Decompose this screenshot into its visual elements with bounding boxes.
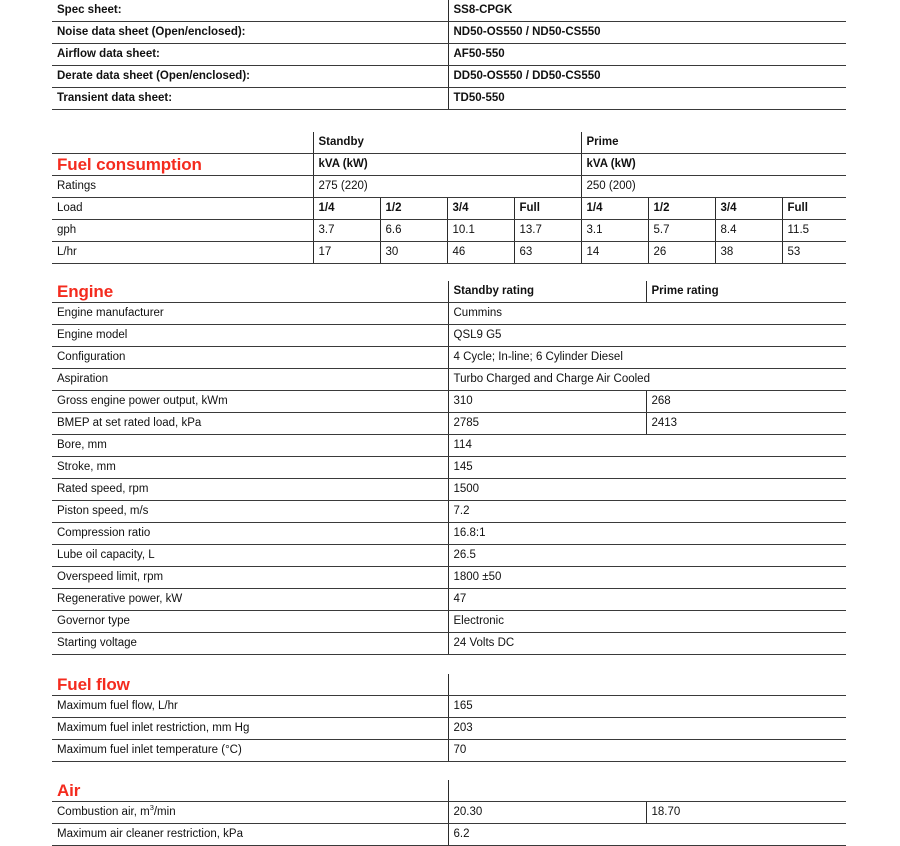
fuel-unit-row bbox=[52, 154, 846, 176]
piston-speed-label: Piston speed, m/s bbox=[52, 501, 448, 523]
section-spacer bbox=[0, 264, 900, 281]
engine-heading: Engine bbox=[52, 281, 448, 303]
max-fuel-inlet-restriction-label: Maximum fuel inlet restriction, mm Hg bbox=[52, 718, 448, 740]
fuel-flow-table bbox=[52, 674, 846, 762]
derate-data-sheet-label: Derate data sheet (Open/enclosed): bbox=[52, 66, 448, 88]
governor-type-value: Electronic bbox=[448, 611, 846, 633]
engine-aspiration-value: Turbo Charged and Charge Air Cooled bbox=[448, 369, 846, 391]
combustion-air-label-post: /min bbox=[153, 806, 176, 818]
table-row bbox=[52, 0, 846, 22]
engine-manufacturer-value: Cummins bbox=[448, 303, 846, 325]
fuel-flow-header-row bbox=[52, 674, 846, 696]
table-row bbox=[52, 589, 846, 611]
fuel-flow-header-blank bbox=[448, 674, 846, 696]
starting-voltage-label: Starting voltage bbox=[52, 633, 448, 655]
lhr-prime-threequarter: 38 bbox=[715, 242, 782, 264]
fuel-ratings-label: Ratings bbox=[52, 176, 313, 198]
rated-speed-label: Rated speed, rpm bbox=[52, 479, 448, 501]
engine-prime-header: Prime rating bbox=[646, 281, 846, 303]
fuel-ratings-row bbox=[52, 176, 846, 198]
governor-type-label: Governor type bbox=[52, 611, 448, 633]
combustion-air-label bbox=[52, 802, 448, 824]
bmep-label: BMEP at set rated load, kPa bbox=[52, 413, 448, 435]
table-row bbox=[52, 22, 846, 44]
table-row bbox=[52, 369, 846, 391]
derate-data-sheet-value: DD50-OS550 / DD50-CS550 bbox=[448, 66, 846, 88]
load-step-prime-threequarter: 3/4 bbox=[715, 198, 782, 220]
max-fuel-inlet-restriction-value: 203 bbox=[448, 718, 846, 740]
gph-prime-threequarter: 8.4 bbox=[715, 220, 782, 242]
engine-table bbox=[52, 281, 846, 655]
table-row bbox=[52, 435, 846, 457]
stroke-value: 145 bbox=[448, 457, 846, 479]
lube-oil-capacity-label: Lube oil capacity, L bbox=[52, 545, 448, 567]
engine-manufacturer-label: Engine manufacturer bbox=[52, 303, 448, 325]
lhr-standby-threequarter: 46 bbox=[447, 242, 514, 264]
gph-standby-half: 6.6 bbox=[380, 220, 447, 242]
table-row bbox=[52, 696, 846, 718]
table-row bbox=[52, 633, 846, 655]
engine-configuration-value: 4 Cycle; In-line; 6 Cylinder Diesel bbox=[448, 347, 846, 369]
gross-power-output-standby: 310 bbox=[448, 391, 646, 413]
section-spacer bbox=[0, 762, 900, 780]
engine-model-value: QSL9 G5 bbox=[448, 325, 846, 347]
gph-prime-full: 11.5 bbox=[782, 220, 846, 242]
rated-speed-value: 1500 bbox=[448, 479, 846, 501]
lhr-standby-half: 30 bbox=[380, 242, 447, 264]
overspeed-limit-label: Overspeed limit, rpm bbox=[52, 567, 448, 589]
bore-value: 114 bbox=[448, 435, 846, 457]
stroke-label: Stroke, mm bbox=[52, 457, 448, 479]
fuel-rating-header-row bbox=[52, 132, 846, 154]
table-row bbox=[52, 66, 846, 88]
fuel-standby-header: Standby bbox=[313, 132, 581, 154]
fuel-lhr-label: L/hr bbox=[52, 242, 313, 264]
bmep-standby: 2785 bbox=[448, 413, 646, 435]
table-row bbox=[52, 242, 846, 264]
load-step-standby-full: Full bbox=[514, 198, 581, 220]
table-row bbox=[52, 303, 846, 325]
engine-header-row bbox=[52, 281, 846, 303]
table-row bbox=[52, 347, 846, 369]
bmep-prime: 2413 bbox=[646, 413, 846, 435]
load-step-standby-half: 1/2 bbox=[380, 198, 447, 220]
lhr-prime-half: 26 bbox=[648, 242, 715, 264]
table-row bbox=[52, 545, 846, 567]
table-row bbox=[52, 413, 846, 435]
engine-model-label: Engine model bbox=[52, 325, 448, 347]
table-row bbox=[52, 457, 846, 479]
gph-prime-half: 5.7 bbox=[648, 220, 715, 242]
data-sheets-table bbox=[52, 0, 846, 110]
noise-data-sheet-value: ND50-OS550 / ND50-CS550 bbox=[448, 22, 846, 44]
max-fuel-flow-value: 165 bbox=[448, 696, 846, 718]
data-sheets-body bbox=[52, 0, 846, 110]
table-row bbox=[52, 523, 846, 545]
lhr-prime-full: 53 bbox=[782, 242, 846, 264]
airflow-data-sheet-value: AF50-550 bbox=[448, 44, 846, 66]
table-row bbox=[52, 44, 846, 66]
load-step-standby-threequarter: 3/4 bbox=[447, 198, 514, 220]
table-row bbox=[52, 740, 846, 762]
noise-data-sheet-label: Noise data sheet (Open/enclosed): bbox=[52, 22, 448, 44]
fuel-standby-rating: 275 (220) bbox=[313, 176, 581, 198]
fuel-prime-unit: kVA (kW) bbox=[581, 154, 846, 176]
table-row bbox=[52, 802, 846, 824]
engine-aspiration-label: Aspiration bbox=[52, 369, 448, 391]
compression-ratio-label: Compression ratio bbox=[52, 523, 448, 545]
airflow-data-sheet-label: Airflow data sheet: bbox=[52, 44, 448, 66]
load-step-prime-full: Full bbox=[782, 198, 846, 220]
gph-prime-quarter: 3.1 bbox=[581, 220, 648, 242]
combustion-air-superscript: 3 bbox=[149, 803, 154, 813]
regenerative-power-value: 47 bbox=[448, 589, 846, 611]
max-fuel-inlet-temperature-value: 70 bbox=[448, 740, 846, 762]
bore-label: Bore, mm bbox=[52, 435, 448, 457]
combustion-air-standby: 20.30 bbox=[448, 802, 646, 824]
spec-sheet-value: SS8-CPGK bbox=[448, 0, 846, 22]
transient-data-sheet-label: Transient data sheet: bbox=[52, 88, 448, 110]
gph-standby-quarter: 3.7 bbox=[313, 220, 380, 242]
spec-sheet-label: Spec sheet: bbox=[52, 0, 448, 22]
fuel-prime-rating: 250 (200) bbox=[581, 176, 846, 198]
table-row bbox=[52, 567, 846, 589]
max-air-cleaner-restriction-label: Maximum air cleaner restriction, kPa bbox=[52, 824, 448, 846]
table-row bbox=[52, 325, 846, 347]
load-step-standby-quarter: 1/4 bbox=[313, 198, 380, 220]
table-row bbox=[52, 88, 846, 110]
table-row bbox=[52, 718, 846, 740]
air-table bbox=[52, 780, 846, 846]
section-spacer bbox=[0, 110, 900, 132]
table-row bbox=[52, 611, 846, 633]
max-fuel-inlet-temperature-label: Maximum fuel inlet temperature (°C) bbox=[52, 740, 448, 762]
table-row bbox=[52, 391, 846, 413]
fuel-header-spacer bbox=[52, 132, 313, 154]
fuel-prime-header: Prime bbox=[581, 132, 846, 154]
overspeed-limit-value: 1800 ±50 bbox=[448, 567, 846, 589]
air-header-blank bbox=[448, 780, 846, 802]
compression-ratio-value: 16.8:1 bbox=[448, 523, 846, 545]
fuel-standby-unit: kVA (kW) bbox=[313, 154, 581, 176]
fuel-gph-label: gph bbox=[52, 220, 313, 242]
fuel-consumption-heading: Fuel consumption bbox=[52, 154, 313, 176]
fuel-consumption-table bbox=[52, 132, 846, 264]
table-row bbox=[52, 220, 846, 242]
gph-standby-full: 13.7 bbox=[514, 220, 581, 242]
fuel-load-row bbox=[52, 198, 846, 220]
gph-standby-threequarter: 10.1 bbox=[447, 220, 514, 242]
lhr-standby-full: 63 bbox=[514, 242, 581, 264]
transient-data-sheet-value: TD50-550 bbox=[448, 88, 846, 110]
section-spacer bbox=[0, 655, 900, 674]
air-heading: Air bbox=[52, 780, 448, 802]
lube-oil-capacity-value: 26.5 bbox=[448, 545, 846, 567]
starting-voltage-value: 24 Volts DC bbox=[448, 633, 846, 655]
load-step-prime-quarter: 1/4 bbox=[581, 198, 648, 220]
air-header-row bbox=[52, 780, 846, 802]
max-fuel-flow-label: Maximum fuel flow, L/hr bbox=[52, 696, 448, 718]
engine-configuration-label: Configuration bbox=[52, 347, 448, 369]
table-row bbox=[52, 501, 846, 523]
load-step-prime-half: 1/2 bbox=[648, 198, 715, 220]
fuel-flow-heading: Fuel flow bbox=[52, 674, 448, 696]
lhr-prime-quarter: 14 bbox=[581, 242, 648, 264]
table-row bbox=[52, 824, 846, 846]
max-air-cleaner-restriction-value: 6.2 bbox=[448, 824, 846, 846]
engine-standby-header: Standby rating bbox=[448, 281, 646, 303]
combustion-air-prime: 18.70 bbox=[646, 802, 846, 824]
combustion-air-label-pre: Combustion air, m bbox=[57, 806, 150, 818]
piston-speed-value: 7.2 bbox=[448, 501, 846, 523]
gross-power-output-prime: 268 bbox=[646, 391, 846, 413]
table-row bbox=[52, 479, 846, 501]
fuel-load-label: Load bbox=[52, 198, 313, 220]
gross-power-output-label: Gross engine power output, kWm bbox=[52, 391, 448, 413]
lhr-standby-quarter: 17 bbox=[313, 242, 380, 264]
regenerative-power-label: Regenerative power, kW bbox=[52, 589, 448, 611]
